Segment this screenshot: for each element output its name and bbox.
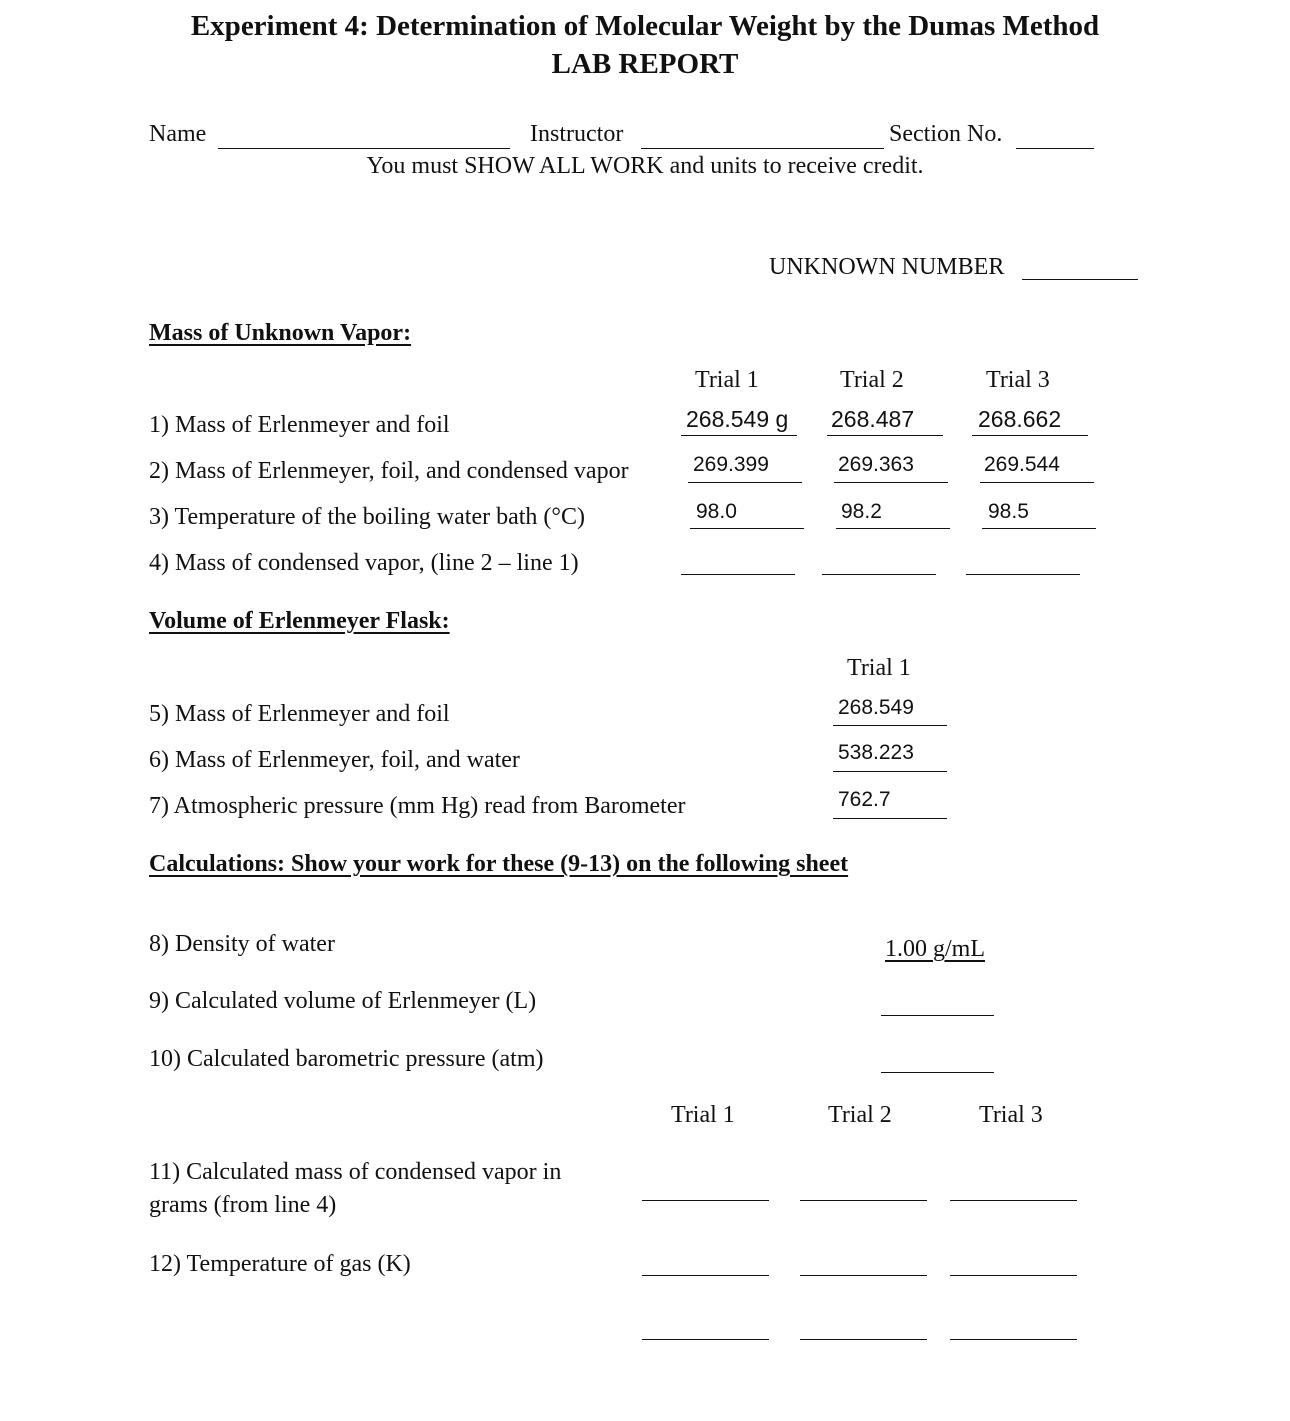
row4-label: 4) Mass of condensed vapor, (line 2 – line 1) [149,550,579,576]
row5-label: 5) Mass of Erlenmeyer and foil [149,701,450,727]
row4-trial2-line[interactable] [822,574,936,575]
row1-label: 1) Mass of Erlenmeyer and foil [149,412,450,438]
row3-trial2-line[interactable] [836,528,950,529]
instructor-field[interactable] [641,148,884,149]
row13-trial2-line[interactable] [800,1339,927,1340]
row10-label: 10) Calculated barometric pressure (atm) [149,1046,544,1072]
volume-section-heading: Volume of Erlenmeyer Flask: [149,608,450,634]
calc-section-heading: Calculations: Show your work for these (9-13) on the following sheet [149,851,849,877]
row2-trial1-value: 269.399 [693,453,769,476]
mass-section-heading: Mass of Unknown Vapor: [149,320,412,346]
mass-trial1-header: Trial 1 [695,367,759,393]
calc-trial2-header: Trial 2 [828,1102,892,1128]
row3-trial1-line[interactable] [690,528,804,529]
row1-trial1-value: 268.549 g [686,406,789,432]
row3-trial3-line[interactable] [982,528,1096,529]
row6-value: 538.223 [838,741,914,764]
row2-trial3-value: 269.544 [984,453,1060,476]
row12-label: 12) Temperature of gas (K) [149,1251,411,1277]
row13-trial1-line[interactable] [642,1339,769,1340]
row7-label: 7) Atmospheric pressure (mm Hg) read from Barometer [149,793,686,819]
unknown-number-field[interactable] [1022,279,1138,280]
row10-line[interactable] [881,1072,994,1073]
row12-trial2-line[interactable] [800,1275,927,1276]
row11-label-line1: 11) Calculated mass of condensed vapor in [149,1159,562,1185]
row2-trial2-line[interactable] [834,482,948,483]
section-field[interactable] [1016,148,1094,149]
row11-trial1-line[interactable] [642,1200,769,1201]
section-label: Section No. [889,121,1003,147]
row3-trial1-value: 98.0 [696,500,737,523]
row5-value: 268.549 [838,696,914,719]
row3-trial2-value: 98.2 [841,500,882,523]
row7-line[interactable] [833,818,947,819]
row9-label: 9) Calculated volume of Erlenmeyer (L) [149,988,537,1014]
row11-trial3-line[interactable] [950,1200,1077,1201]
instructor-label: Instructor [530,121,624,147]
row2-trial2-value: 269.363 [838,453,914,476]
row4-trial3-line[interactable] [966,574,1080,575]
unknown-number-label: UNKNOWN NUMBER [769,254,1005,280]
mass-trial3-header: Trial 3 [986,367,1050,393]
calc-trial3-header: Trial 3 [979,1102,1043,1128]
row2-trial3-line[interactable] [980,482,1094,483]
row11-trial2-line[interactable] [800,1200,927,1201]
row3-trial3-value: 98.5 [988,500,1029,523]
row12-trial1-line[interactable] [642,1275,769,1276]
row6-label: 6) Mass of Erlenmeyer, foil, and water [149,747,520,773]
row3-label: 3) Temperature of the boiling water bath (°C) [149,504,585,530]
page-title: Experiment 4: Determination of Molecular Weight by the Dumas Method [190,10,1100,42]
mass-trial2-header: Trial 2 [840,367,904,393]
row1-trial2-value: 268.487 [831,406,915,432]
row13-trial3-line[interactable] [950,1339,1077,1340]
row1-trial3-line[interactable] [972,435,1088,436]
page-subtitle: LAB REPORT [551,48,739,80]
name-label: Name [149,121,207,147]
row1-trial3-value: 268.662 [978,406,1062,432]
row1-trial1-line[interactable] [681,435,797,436]
row12-trial3-line[interactable] [950,1275,1077,1276]
name-field[interactable] [218,148,510,149]
row1-trial2-line[interactable] [827,435,943,436]
row9-line[interactable] [881,1015,994,1016]
row2-trial1-line[interactable] [688,482,802,483]
row8-value: 1.00 g/mL [885,936,985,962]
volume-trial1-header: Trial 1 [847,655,911,681]
row2-label: 2) Mass of Erlenmeyer, foil, and condensed vapor [149,458,629,484]
row8-label: 8) Density of water [149,931,335,957]
row6-line[interactable] [833,771,947,772]
calc-trial1-header: Trial 1 [671,1102,735,1128]
row7-value: 762.7 [838,788,891,811]
row5-line[interactable] [833,725,947,726]
instruction-text: You must SHOW ALL WORK and units to receive credit. [366,153,924,179]
row11-label-line2: grams (from line 4) [149,1192,337,1218]
row4-trial1-line[interactable] [681,574,795,575]
